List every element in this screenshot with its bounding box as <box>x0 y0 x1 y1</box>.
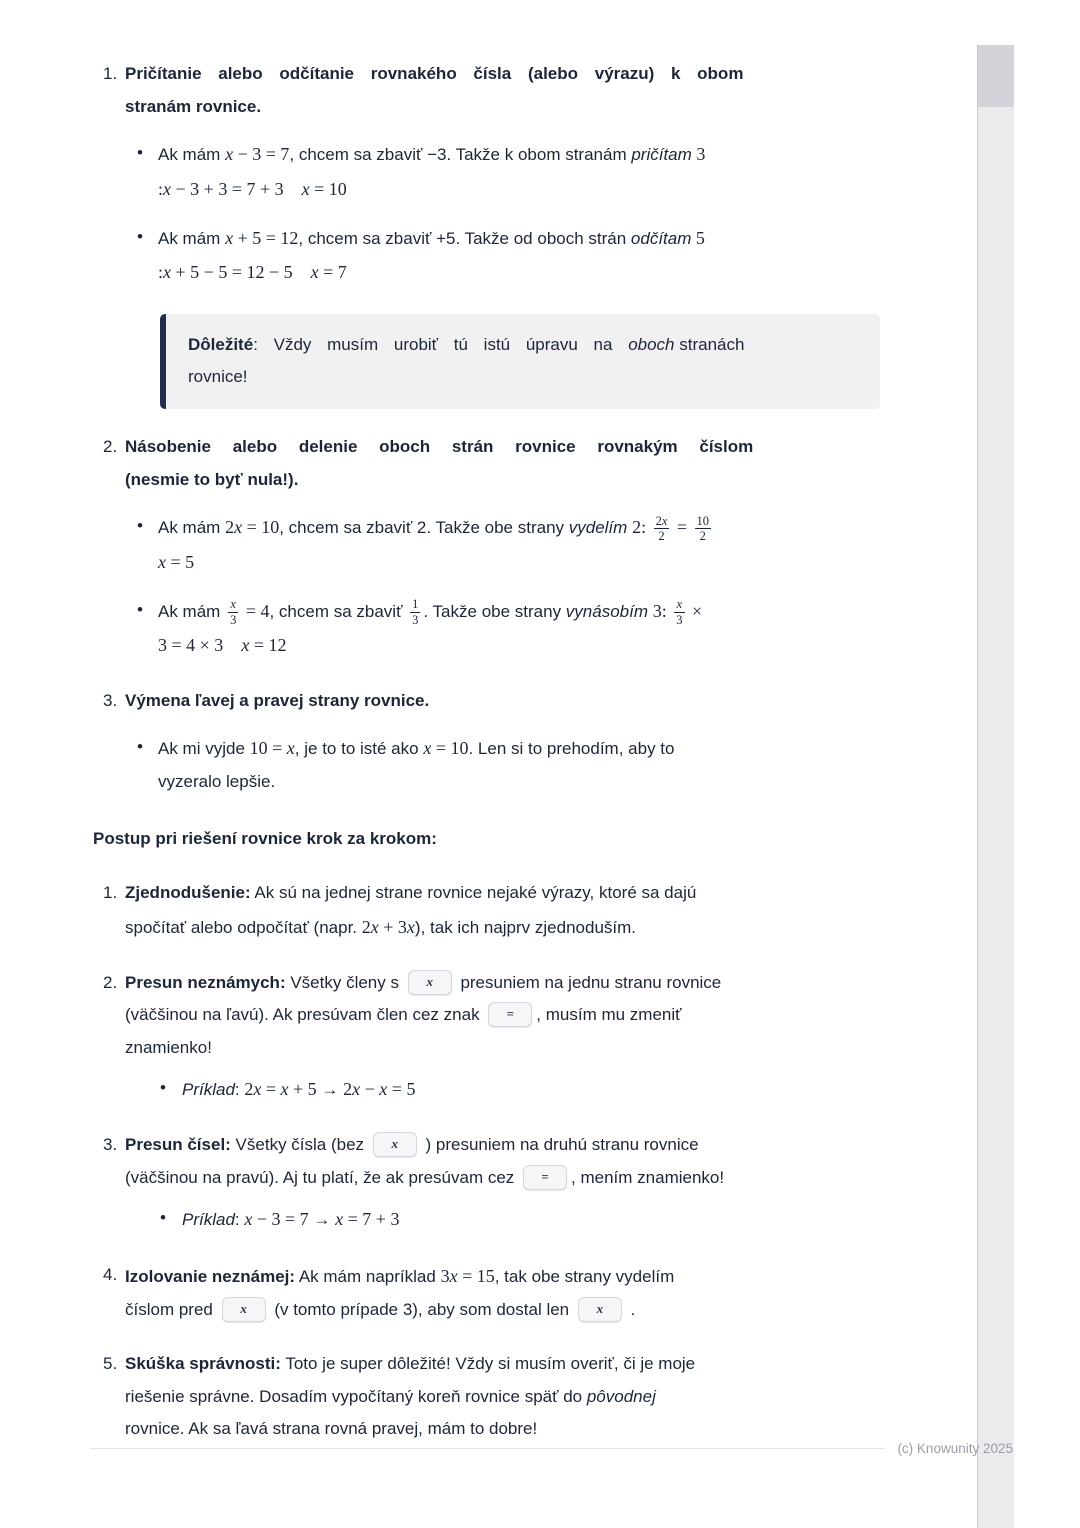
bullet-item <box>93 594 830 663</box>
text-run: pôvodnej <box>586 1386 656 1406</box>
text-run: x <box>234 517 243 538</box>
bullet-item <box>93 137 830 206</box>
fraction-char: 3 <box>412 612 419 627</box>
text-run: x <box>406 916 415 937</box>
x-chip: x <box>373 1132 417 1157</box>
text-run: . <box>625 1299 636 1319</box>
sub-bullet-item <box>93 1202 830 1237</box>
text-run: 2 <box>225 517 235 538</box>
text-run: . Len si to prehodím, aby to <box>468 739 675 759</box>
text-run: − <box>360 1079 380 1100</box>
paragraph-text <box>125 1348 830 1446</box>
paragraph-text <box>158 221 830 290</box>
text-run: pričítam <box>631 145 692 165</box>
text-run: vynásobím <box>565 601 648 621</box>
fraction-denominator <box>228 613 238 628</box>
list-number: 1. <box>103 64 118 83</box>
page-footer <box>90 1440 1013 1456</box>
text-run: , mením znamienko! <box>571 1167 725 1187</box>
text-run: 3: <box>652 600 672 621</box>
ordered-item <box>93 967 830 1065</box>
text-run: stranách <box>674 334 745 354</box>
text-run: 2 <box>343 1079 353 1100</box>
text-run: − 3 + 3 = 7 + 3 <box>171 178 302 199</box>
text-run: x <box>379 1079 388 1100</box>
x-chip: x <box>222 1297 266 1322</box>
scrollbar-track[interactable] <box>977 45 1014 1528</box>
ordered-item <box>93 58 830 123</box>
bullet-item <box>93 510 830 579</box>
text-run: x <box>423 738 432 759</box>
text-run: Ak sú na jednej strane rovnice nejaké výrazy, ktoré sa dajú <box>250 883 697 903</box>
section-heading <box>93 823 830 856</box>
text-run: , chcem sa zbaviť 2. Takže obe strany <box>279 518 569 538</box>
document-content <box>93 50 830 1446</box>
text-run: Ak mám <box>158 518 226 538</box>
fraction-numerator <box>228 597 238 613</box>
text-run: : Vždy musím urobiť tú istú úpravu na <box>253 334 629 354</box>
text-run: vyzeralo lepšie. <box>158 772 276 791</box>
text-run: → <box>308 1210 336 1230</box>
text-run: . Takže obe strany <box>423 601 566 621</box>
fraction-char: x <box>676 596 683 611</box>
text-run: + 5 − 5 = 12 − 5 <box>171 262 311 283</box>
bullet-marker: • <box>160 1078 166 1098</box>
text-run: : <box>234 1080 245 1100</box>
list-number: 2. <box>103 437 118 456</box>
text-run: = 5 <box>387 1079 416 1100</box>
ordered-item <box>93 877 830 944</box>
fraction-char: 1 <box>412 596 419 611</box>
text-run: ), tak ich najprv zjednoduším. <box>414 917 637 937</box>
fraction-numerator <box>674 597 684 613</box>
text-run: : <box>158 262 164 283</box>
list-number: 1. <box>103 883 118 903</box>
paragraph-text <box>158 510 830 579</box>
bullet-marker: • <box>137 737 143 757</box>
sub-bullet-item <box>93 1072 830 1107</box>
text-run: Postup pri riešení rovnice krok za krokom: <box>93 828 437 848</box>
paragraph-text <box>125 1129 830 1194</box>
bullet-marker: • <box>137 599 143 619</box>
list-number: 5. <box>103 1354 118 1374</box>
ordered-item <box>93 685 830 718</box>
paragraph-text <box>125 58 830 123</box>
text-run: x <box>301 178 310 199</box>
text-run: x <box>241 635 250 656</box>
fraction-numerator <box>410 597 420 613</box>
fraction-char: 2 <box>655 513 662 528</box>
text-run: = 15 <box>457 1265 495 1286</box>
fraction-char: 2 <box>699 529 706 544</box>
text-run: x <box>253 1079 262 1100</box>
ordered-item <box>93 431 830 496</box>
list-number: 3. <box>103 1135 118 1154</box>
text-run: = 7 <box>318 262 347 283</box>
text-run: x <box>163 178 172 199</box>
text-run: = 12 <box>249 635 287 656</box>
text-run: : <box>234 1210 245 1230</box>
text-run: Príklad <box>182 1080 235 1100</box>
text-run: Príklad <box>182 1210 235 1230</box>
paragraph-text <box>158 731 830 798</box>
ordered-item <box>93 1129 830 1194</box>
text-run: Všetky čísla (bez <box>230 1135 369 1154</box>
text-run: : <box>158 178 164 199</box>
text-run: Zjednodušenie: <box>125 883 251 903</box>
text-run: ) presuniem na druhú stranu rovnice <box>420 1135 699 1154</box>
fraction-char: x <box>230 596 236 611</box>
fraction-numerator <box>654 514 670 530</box>
text-run: Skúška správnosti: <box>125 1354 281 1374</box>
fraction-char: 2 <box>658 529 665 544</box>
text-run: − 3 = 7 <box>252 1209 309 1230</box>
text-run: rovnice! <box>188 367 248 387</box>
paragraph-text <box>182 1202 830 1237</box>
text-run: x <box>158 551 166 572</box>
text-run: spočítať alebo odpočítať (napr. <box>125 917 362 937</box>
x-chip: x <box>578 1297 622 1322</box>
text-run: znamienko! <box>125 1037 212 1057</box>
text-run: 3 = 4 × 3 <box>158 635 242 656</box>
text-run: , musím mu zmeniť <box>536 1005 682 1025</box>
list-number: 2. <box>103 972 118 992</box>
text-run: Ak mám <box>158 601 226 621</box>
fraction-char: 3 <box>676 612 683 627</box>
fraction <box>654 514 670 545</box>
text-run: x <box>352 1079 361 1100</box>
text-run: = 7 + 3 <box>343 1209 400 1230</box>
important-callout <box>160 314 880 409</box>
text-run: = 10 <box>242 517 280 538</box>
bullet-item <box>93 731 830 798</box>
text-run: 2 <box>361 916 371 937</box>
text-run: , chcem sa zbaviť −3. Takže k obom stranám <box>289 145 632 165</box>
text-run: = <box>672 517 692 538</box>
fraction <box>695 514 712 545</box>
fraction-char: x <box>661 513 668 528</box>
scrollbar-thumb[interactable] <box>978 45 1014 107</box>
paragraph-text <box>182 1072 830 1107</box>
footer-divider <box>90 1448 885 1449</box>
text-run: = 5 <box>166 551 195 572</box>
text-run: x <box>280 1079 289 1100</box>
x-chip: x <box>408 970 452 995</box>
text-run: Násobenie alebo delenie oboch strán rovnice rovnakým číslom <box>125 437 754 456</box>
text-run: x <box>244 1209 253 1230</box>
text-run: x <box>310 262 319 283</box>
text-run: x <box>225 227 234 248</box>
text-run: , chcem sa zbaviť <box>269 601 408 621</box>
text-run: Ak mi vyjde <box>158 739 250 759</box>
text-run: presuniem na jednu stranu rovnice <box>455 972 722 992</box>
text-run: Presun neznámych: <box>125 972 286 992</box>
fraction-denominator <box>695 529 712 544</box>
text-run: x <box>449 1265 458 1286</box>
fraction <box>410 597 420 628</box>
text-run: Všetky členy s <box>285 972 404 992</box>
text-run: Toto je super dôležité! Vždy si musím overiť, či je moje <box>280 1354 696 1374</box>
text-run: (väčšinou na ľavú). Ak presúvam člen cez znak <box>125 1005 485 1025</box>
equals-chip: = <box>523 1165 567 1190</box>
text-run: Izolovanie neznámej: <box>125 1266 296 1286</box>
fraction-char: 3 <box>230 612 237 627</box>
text-run: + 5 <box>288 1079 317 1100</box>
paragraph-text <box>158 137 830 206</box>
text-run: 2 <box>244 1079 254 1100</box>
fraction-denominator <box>410 613 420 628</box>
text-run: (nesmie to byť nula!). <box>125 469 299 489</box>
fraction <box>674 597 684 628</box>
text-run: Ak mám napríklad <box>295 1266 441 1286</box>
fraction-char: 0 <box>702 513 710 528</box>
text-run: , tak obe strany vydelím <box>494 1266 675 1286</box>
fraction-numerator <box>695 514 712 530</box>
text-run: x <box>163 262 172 283</box>
text-run: + 5 = 12 <box>233 227 299 248</box>
text-run: 2: <box>632 517 651 538</box>
text-run: x <box>370 916 379 937</box>
text-run: = 10 <box>309 178 347 199</box>
fraction-denominator <box>674 613 684 628</box>
text-run: x <box>335 1209 344 1230</box>
text-run: (v tomto prípade 3), aby som dostal len <box>269 1299 574 1319</box>
text-run: (väčšinou na pravú). Aj tu platí, že ak presúvam cez <box>125 1167 520 1187</box>
paragraph-text <box>125 877 830 944</box>
text-run: = 4 <box>241 600 270 621</box>
text-run: 3 <box>691 144 706 165</box>
paragraph-text <box>125 967 830 1065</box>
text-run: = 10 <box>431 738 469 759</box>
text-run: číslom pred <box>125 1299 218 1319</box>
text-run: × <box>687 600 703 621</box>
bullet-marker: • <box>137 516 143 536</box>
text-run: → <box>316 1080 344 1100</box>
fraction-denominator <box>654 529 670 544</box>
text-run: 3 <box>440 1265 450 1286</box>
text-run: Presun čísel: <box>125 1135 231 1154</box>
text-run: , je to to isté ako <box>294 739 424 759</box>
paragraph-text <box>158 594 830 663</box>
copyright-text: (c) Knowunity 2025 <box>897 1440 1013 1456</box>
text-run: Ak mám <box>158 228 226 248</box>
text-run: = <box>261 1079 281 1100</box>
text-run: , chcem sa zbaviť +5. Takže od oboch strán <box>298 228 631 248</box>
text-run: Pričítanie alebo odčítanie rovnakého čísla (alebo výrazu) k obom <box>125 64 744 83</box>
text-run: − 3 = 7 <box>233 144 290 165</box>
ordered-item <box>93 1348 830 1446</box>
paragraph-text <box>125 431 830 496</box>
bullet-item <box>93 221 830 290</box>
ordered-item <box>93 1259 830 1326</box>
paragraph-text <box>125 685 830 718</box>
list-number: 3. <box>103 690 118 710</box>
text-run: + 3 <box>378 916 407 937</box>
text-run: 10 = <box>249 738 287 759</box>
paragraph-text <box>125 1259 830 1326</box>
text-run: 5 <box>691 227 705 248</box>
text-run: rovnice. Ak sa ľavá strana rovná pravej, mám to dobre! <box>125 1419 538 1439</box>
text-run: Dôležité <box>188 334 254 354</box>
text-run: riešenie správne. Dosadím vypočítaný koreň rovnice späť do <box>125 1386 587 1406</box>
fraction-char: 1 <box>696 513 703 528</box>
equals-chip: = <box>488 1002 532 1027</box>
list-number: 4. <box>103 1264 118 1284</box>
text-run: x <box>225 144 234 165</box>
bullet-marker: • <box>160 1208 166 1228</box>
bullet-marker: • <box>137 226 143 246</box>
fraction <box>228 597 238 628</box>
text-run: odčítam <box>630 228 692 248</box>
text-run: Ak mám <box>158 145 226 165</box>
text-run: Výmena ľavej a pravej strany rovnice. <box>125 690 430 710</box>
text-run: x <box>286 738 295 759</box>
text-run: vydelím <box>568 518 628 538</box>
text-run: stranám rovnice. <box>125 96 262 116</box>
bullet-marker: • <box>137 143 143 163</box>
text-run: oboch <box>628 334 675 354</box>
